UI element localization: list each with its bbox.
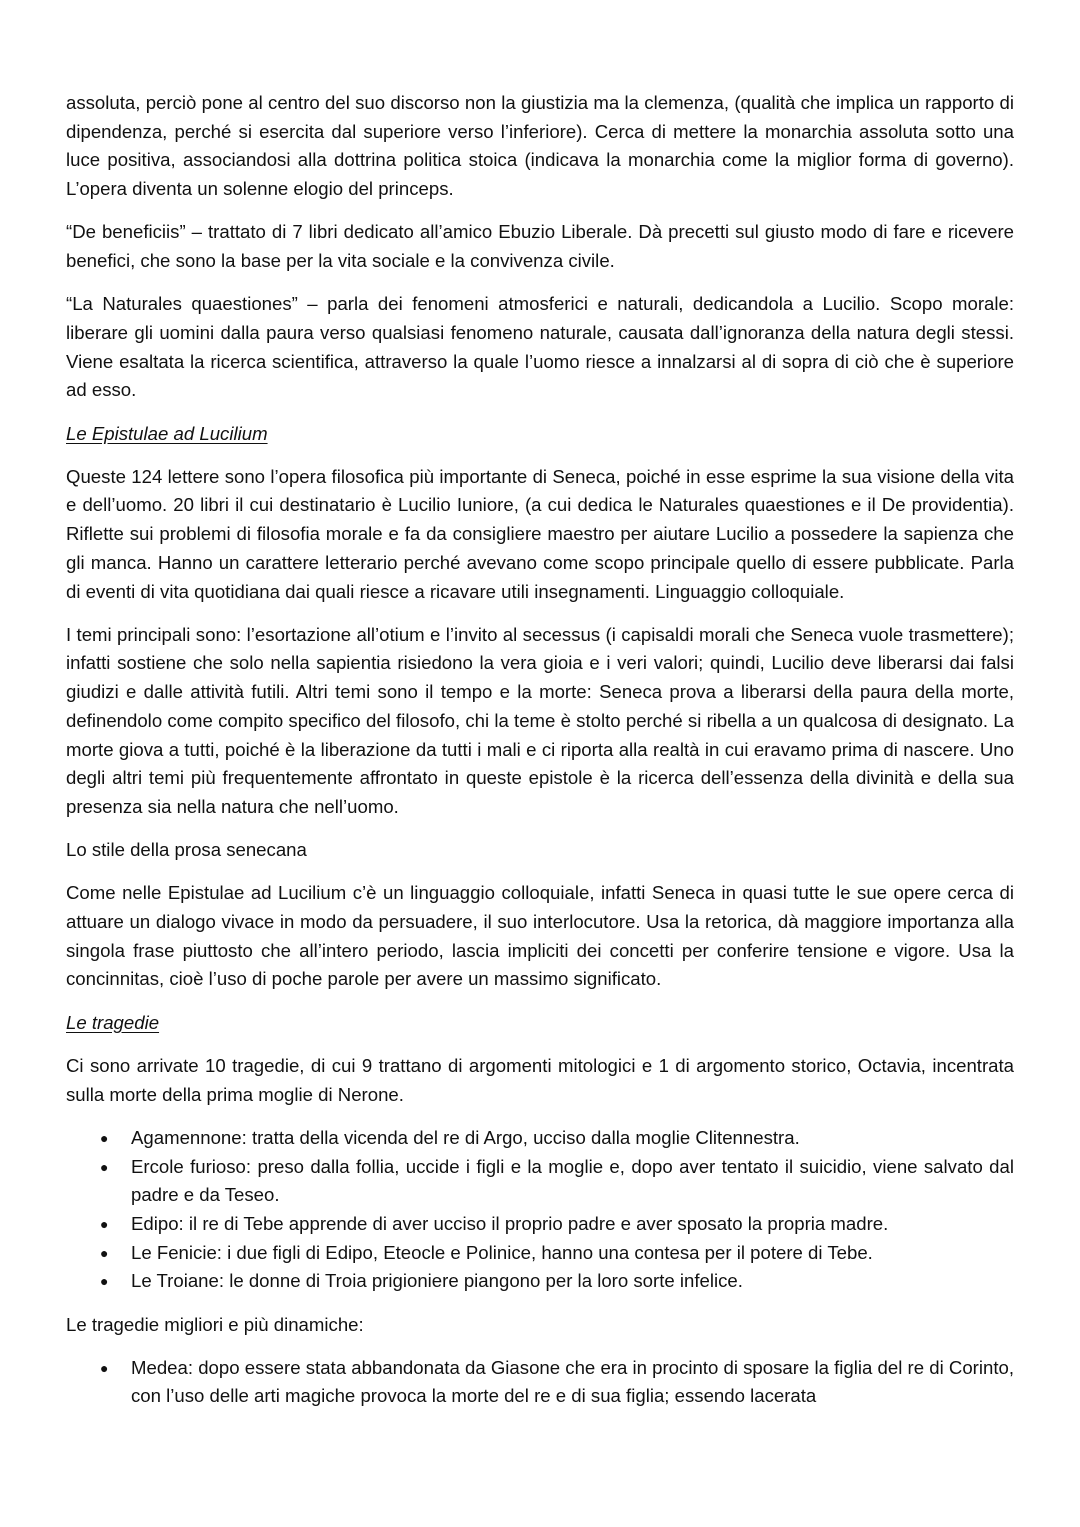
heading-tragedie: Le tragedie bbox=[66, 1011, 160, 1033]
list-item bbox=[66, 1210, 1014, 1239]
paragraph-naturales-quaestiones: “La Naturales quaestiones” – parla dei fenomeni atmosferici e naturali, dedicandola a Lucilio. Scopo morale: liberare gli uomini dalla paura verso qualsiasi fenomeno naturale, causata dall’ignoranza della natura degli stessi. Viene esaltata la ricerca scientifica, attraverso la quale l’uomo riesce a innalzarsi al di sopra di ciò che è superiore ad esso. bbox=[66, 293, 1014, 401]
list-item bbox=[66, 1267, 1014, 1296]
paragraph-clementia: assoluta, perciò pone al centro del suo discorso non la giustizia ma la clemenza, (qualità che implica un rapporto di dipendenza, perché si esercita dal superiore verso l’inferiore). Cerca di mettere la monarchia assoluta sotto una luce positiva, associandosi alla dottrina politica stoica (indicava la monarchia come la miglior forma di governo). L’opera diventa un solenne elogio del princeps. bbox=[66, 92, 1014, 200]
tragedie-list bbox=[66, 1124, 1014, 1296]
bullet-icon: ● bbox=[100, 1244, 109, 1261]
list-item bbox=[66, 1124, 1014, 1153]
list-item-text: Le Troiane: le donne di Troia prigioniere piangono per la loro sorte infelice. bbox=[131, 1270, 743, 1292]
bullet-icon: ● bbox=[100, 1129, 109, 1146]
heading-epistulae: Le Epistulae ad Lucilium bbox=[66, 422, 268, 444]
paragraph-tragedie-migliori: Le tragedie migliori e più dinamiche: bbox=[66, 1313, 364, 1335]
list-item-text: Edipo: il re di Tebe apprende di aver ucciso il proprio padre e aver sposato la propria madre. bbox=[131, 1212, 889, 1234]
paragraph-stile: Come nelle Epistulae ad Lucilium c’è un linguaggio colloquiale, infatti Seneca in quasi tutte le sue opere cerca di attuare un dialogo vivace in modo da persuadere, il suo interlocutore. Usa la retorica, dà maggiore importanza alla singola frase piuttosto che all’intero periodo, lascia impliciti dei concetti per conferire tensione e vigore. Usa la concinnitas, cioè l’uso di poche parole per avere un massimo significato. bbox=[66, 882, 1014, 990]
list-item-text: Le Fenicie: i due figli di Edipo, Eteocle e Polinice, hanno una contesa per il potere di Tebe. bbox=[131, 1241, 873, 1263]
bullet-icon: ● bbox=[100, 1215, 109, 1232]
heading-stile: Lo stile della prosa senecana bbox=[66, 839, 307, 861]
paragraph-de-beneficiis: “De beneficiis” – trattato di 7 libri dedicato all’amico Ebuzio Liberale. Dà precetti sul giusto modo di fare e ricevere benefici, che sono la base per la vita sociale e la convivenza civile. bbox=[66, 221, 1014, 272]
list-item-text: Medea: dopo essere stata abbandonata da Giasone che era in procinto di sposare la figlia del re di Corinto, con l’uso delle arti magiche provoca la morte del re e di sua figlia; essendo lacerata bbox=[131, 1356, 1014, 1407]
list-item bbox=[66, 1239, 1014, 1268]
bullet-icon: ● bbox=[100, 1273, 109, 1290]
list-item-text: Agamennone: tratta della vicenda del re di Argo, ucciso dalla moglie Clitennestra. bbox=[131, 1126, 800, 1148]
bullet-icon: ● bbox=[100, 1359, 109, 1376]
paragraph-epistulae-intro: Queste 124 lettere sono l’opera filosofica più importante di Seneca, poiché in esse esprime la sua visione della vita e dell’uomo. 20 libri il cui destinatario è Lucilio Iuniore, (a cui dedica le Naturales quaestiones e il De providentia). Riflette sui problemi di filosofia morale e fa da consigliere maestro per aiutare Lucilio a possedere la sapienza che gli manca. Hanno un carattere letterario perché avevano come scopo principale quello di essere pubblicate. Parla di eventi di vita quotidiana dai quali riesce a ricavare utili insegnamenti. Linguaggio colloquiale. bbox=[66, 465, 1014, 602]
tragedie-migliori-list bbox=[66, 1354, 1014, 1411]
list-item-text: Ercole furioso: preso dalla follia, uccide i figli e la moglie e, dopo aver tentato il suicidio, viene salvato dal padre e da Teseo. bbox=[131, 1155, 1014, 1206]
list-item bbox=[66, 1354, 1014, 1411]
list-item bbox=[66, 1153, 1014, 1210]
paragraph-tragedie-intro: Ci sono arrivate 10 tragedie, di cui 9 trattano di argomenti mitologici e 1 di argomento storico, Octavia, incentrata sulla morte della prima moglie di Nerone. bbox=[66, 1054, 1014, 1105]
bullet-icon: ● bbox=[100, 1158, 109, 1175]
paragraph-epistulae-temi: I temi principali sono: l’esortazione all’otium e l’invito al secessus (i capisaldi morali che Seneca vuole trasmettere); infatti sostiene che solo nella sapientia risiedono la vera gioia e i veri valori; quindi, Lucilio deve liberarsi dai falsi giudizi e dalle attività futili. Altri temi sono il tempo e la morte: Seneca prova a liberarsi della paura della morte, definendolo come compito specifico del filosofo, chi la teme è stolto perché si ribella a un qualcosa di designato. La morte giova a tutti, poiché è la liberazione da tutti i mali e ci riporta alla realtà in cui eravamo prima di nascere. Uno degli altri temi più frequentemente affrontato in queste epistole è la ricerca dell’essenza della divinità e della sua presenza sia nella natura che nell’uomo. bbox=[66, 623, 1014, 817]
